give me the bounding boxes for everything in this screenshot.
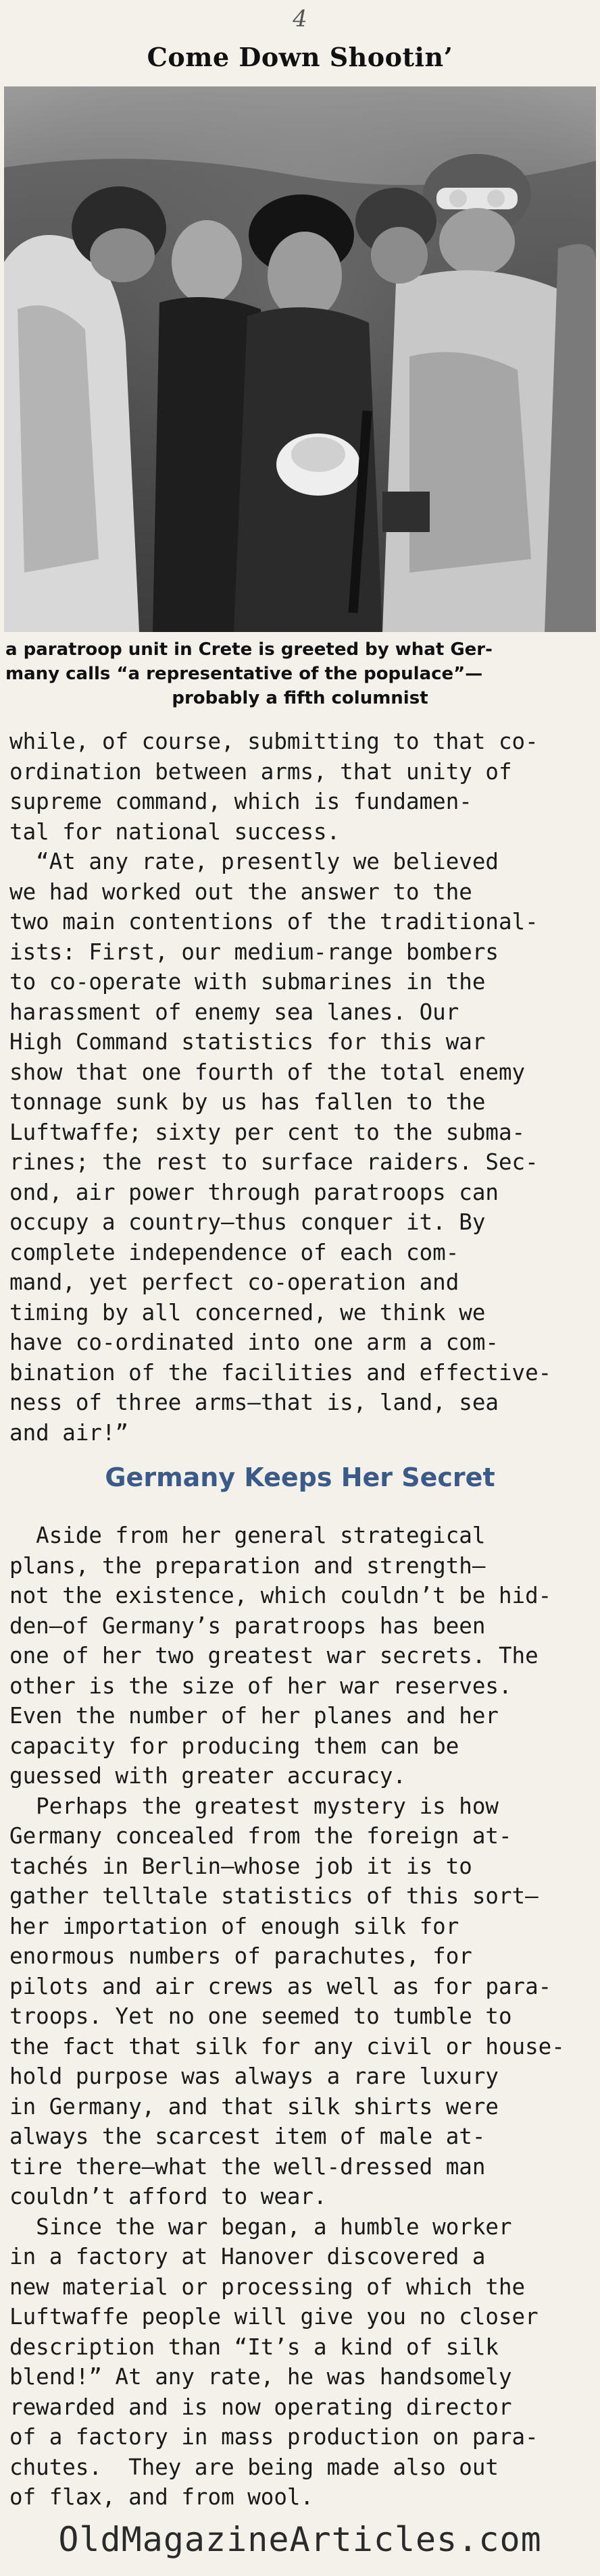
article-body-block-2 xyxy=(9,1521,591,2513)
photo-caption xyxy=(5,637,595,710)
article-line: in Germany, and that silk shirts were xyxy=(9,2093,499,2120)
article-line: guessed with greater accuracy. xyxy=(9,1763,406,1789)
article-line: two main contentions of the traditional- xyxy=(9,909,539,935)
article-line: blend!” At any rate, he was handsomely xyxy=(9,2364,512,2390)
article-line: mand, yet perfect co-operation and xyxy=(9,1269,459,1295)
article-line: High Command statistics for this war xyxy=(9,1029,486,1055)
article-line: gather telltale statistics of this sort— xyxy=(9,1883,539,1909)
article-line: tachés in Berlin—whose job it is to xyxy=(9,1853,472,1879)
article-line: ond, air power through paratroops can xyxy=(9,1179,499,1205)
article-line: of a factory in mass production on para- xyxy=(9,2424,539,2450)
article-title: Come Down Shootin’ xyxy=(147,42,453,72)
article-line: and air!” xyxy=(9,1419,129,1446)
caption-line: many calls “a representative of the populace”— xyxy=(5,664,483,684)
article-line: Since the war began, a humble worker xyxy=(9,2213,512,2240)
article-line: chutes. They are being made also out xyxy=(9,2454,499,2480)
article-line: of flax, and from wool. xyxy=(9,2484,314,2510)
article-line: to co-operate with submarines in the xyxy=(9,969,486,995)
article-line: tal for national success. xyxy=(9,818,341,845)
article-line: one of her two greatest war secrets. The xyxy=(9,1643,539,1668)
article-body-block-1 xyxy=(9,727,591,1448)
article-line: capacity for producing them can be xyxy=(9,1733,459,1759)
article-line: her importation of enough silk for xyxy=(9,1913,459,1939)
article-line: “At any rate, presently we believed xyxy=(9,849,499,874)
article-line: always the scarcest item of male at- xyxy=(9,2124,486,2149)
article-line: description than “It’s a kind of silk xyxy=(9,2334,499,2360)
article-line: den—of Germany’s paratroops has been xyxy=(9,1612,486,1639)
article-line: Germany concealed from the foreign at- xyxy=(9,1823,512,1849)
article-line: rewarded and is now operating director xyxy=(9,2394,512,2420)
article-line: ists: First, our medium-range bombers xyxy=(9,939,499,965)
article-line: show that one fourth of the total enemy xyxy=(9,1059,526,1085)
caption-line: probably a fifth columnist xyxy=(172,688,428,708)
article-line: not the existence, which couldn’t be hid- xyxy=(9,1583,552,1608)
article-line: tonnage sunk by us has fallen to the xyxy=(9,1089,486,1115)
article-line: Perhaps the greatest mystery is how xyxy=(9,1793,499,1819)
article-line: have co-ordinated into one arm a com- xyxy=(9,1330,499,1355)
page-number: 4 xyxy=(293,5,307,32)
article-line: occupy a country—thus conquer it. By xyxy=(9,1209,486,1235)
article-line: Luftwaffe; sixty per cent to the subma- xyxy=(9,1119,526,1145)
article-line: enormous numbers of parachutes, for xyxy=(9,1943,472,1969)
article-line: complete independence of each com- xyxy=(9,1239,459,1265)
article-line: ness of three arms—that is, land, sea xyxy=(9,1390,499,1415)
article-line: Aside from her general strategical xyxy=(9,1523,486,1548)
article-line: we had worked out the answer to the xyxy=(9,878,472,905)
article-line: rines; the rest to surface raiders. Sec- xyxy=(9,1149,539,1175)
site-watermark: OldMagazineArticles.com xyxy=(58,2520,542,2559)
article-line: harassment of enemy sea lanes. Our xyxy=(9,999,459,1025)
article-line: troops. Yet no one seemed to tumble to xyxy=(9,2003,512,2029)
article-line: new material or processing of which the xyxy=(9,2273,526,2300)
article-line: hold purpose was always a rare luxury xyxy=(9,2064,499,2089)
article-line: the fact that silk for any civil or house- xyxy=(9,2033,565,2059)
section-heading: Germany Keeps Her Secret xyxy=(105,1463,495,1492)
article-line: Even the number of her planes and her xyxy=(9,1703,499,1729)
article-line: other is the size of her war reserves. xyxy=(9,1673,512,1699)
article-line: pilots and air crews as well as for para- xyxy=(9,1973,552,1999)
article-line: tire there—what the well-dressed man xyxy=(9,2153,486,2180)
article-line: bination of the facilities and effective- xyxy=(9,1359,552,1386)
article-line: ordination between arms, that unity of xyxy=(9,758,512,785)
paratroop-photo xyxy=(4,86,596,632)
article-line: timing by all concerned, we think we xyxy=(9,1299,486,1325)
article-line: couldn’t afford to wear. xyxy=(9,2184,327,2209)
article-line: supreme command, which is fundamen- xyxy=(9,789,472,814)
article-line: Luftwaffe people will give you no closer xyxy=(9,2304,539,2330)
article-line: in a factory at Hanover discovered a xyxy=(9,2244,486,2269)
caption-line: a paratroop unit in Crete is greeted by what Ger- xyxy=(5,639,493,660)
photo-illustration xyxy=(4,86,596,632)
article-line: plans, the preparation and strength— xyxy=(9,1552,486,1579)
article-line: while, of course, submitting to that co- xyxy=(9,729,539,754)
